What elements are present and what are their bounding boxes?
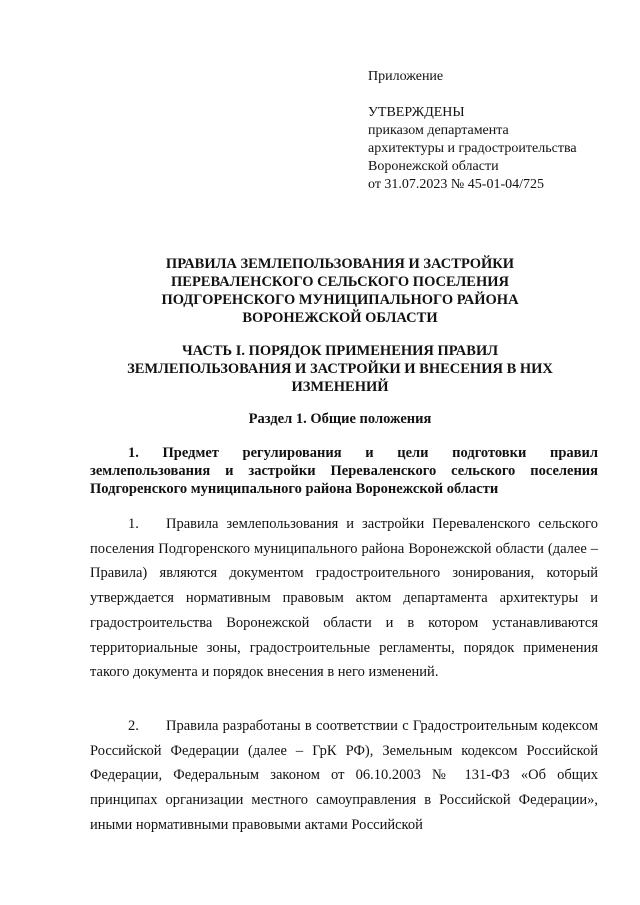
approval-block <box>368 68 618 194</box>
approval-line: Воронежской области <box>368 159 499 174</box>
approved-label: УТВЕРЖДЕНЫ <box>368 105 465 120</box>
paragraph-text: Правила разработаны в соответствии с Градостроительным кодексом Российской Федерации (далее – ГрК РФ), Земельным кодексом Российской Федерации, Федеральным законом от 06.10.2003 № 131-ФЗ «Об общих принципах организации местного самоуправления в Российской Федерации», иными нормативными правовыми актами Российской <box>90 718 598 833</box>
title-line: ПРАВИЛА ЗЕМЛЕПОЛЬЗОВАНИЯ И ЗАСТРОЙКИ <box>165 256 515 272</box>
title-line: ВОРОНЕЖСКОЙ ОБЛАСТИ <box>242 310 438 326</box>
paragraph-1 <box>90 512 598 685</box>
section-heading <box>90 410 590 428</box>
paragraph-2 <box>90 714 598 838</box>
document-title <box>90 255 590 327</box>
title-line: ПЕРЕВАЛЕНСКОГО СЕЛЬСКОГО ПОСЕЛЕНИЯ <box>171 274 509 290</box>
part-heading-line: ЧАСТЬ I. ПОРЯДОК ПРИМЕНЕНИЯ ПРАВИЛ <box>181 343 499 359</box>
paragraph-text: Правила землепользования и застройки Переваленского сельского поселения Подгоренского муниципального района Воронежской области (далее – Правила) являются документом градостроительного зонирования, который утверждается нормативным правовым актом департамента архитектуры и градостроительства Воронежской области и в котором устанавливаются территориальные зоны, градостроительные регламенты, порядок применения такого документа и порядок внесения в него изменений. <box>90 516 598 681</box>
approval-line: архитектуры и градостроительства <box>368 141 577 156</box>
article-heading: 1. Предмет регулирования и цели подготовки правил землепользования и застройки Переваленского сельского поселения Подгоренского муниципального района Воронежской области <box>90 445 598 497</box>
appendix-label: Приложение <box>368 69 444 84</box>
paragraph-number: 1. <box>128 516 139 532</box>
section-heading-text: Раздел 1. Общие положения <box>248 411 432 427</box>
paragraph-number: 2. <box>128 718 139 734</box>
part-heading <box>90 342 590 396</box>
approval-line: приказом департамента <box>368 123 509 138</box>
part-heading-line: ЗЕМЛЕПОЛЬЗОВАНИЯ И ЗАСТРОЙКИ И ВНЕСЕНИЯ В НИХ <box>127 361 553 377</box>
approval-order-number: от 31.07.2023 № 45-01-04/725 <box>368 177 545 192</box>
part-heading-line: ИЗМЕНЕНИЙ <box>291 379 389 395</box>
title-line: ПОДГОРЕНСКОГО МУНИЦИПАЛЬНОГО РАЙОНА <box>161 292 519 308</box>
